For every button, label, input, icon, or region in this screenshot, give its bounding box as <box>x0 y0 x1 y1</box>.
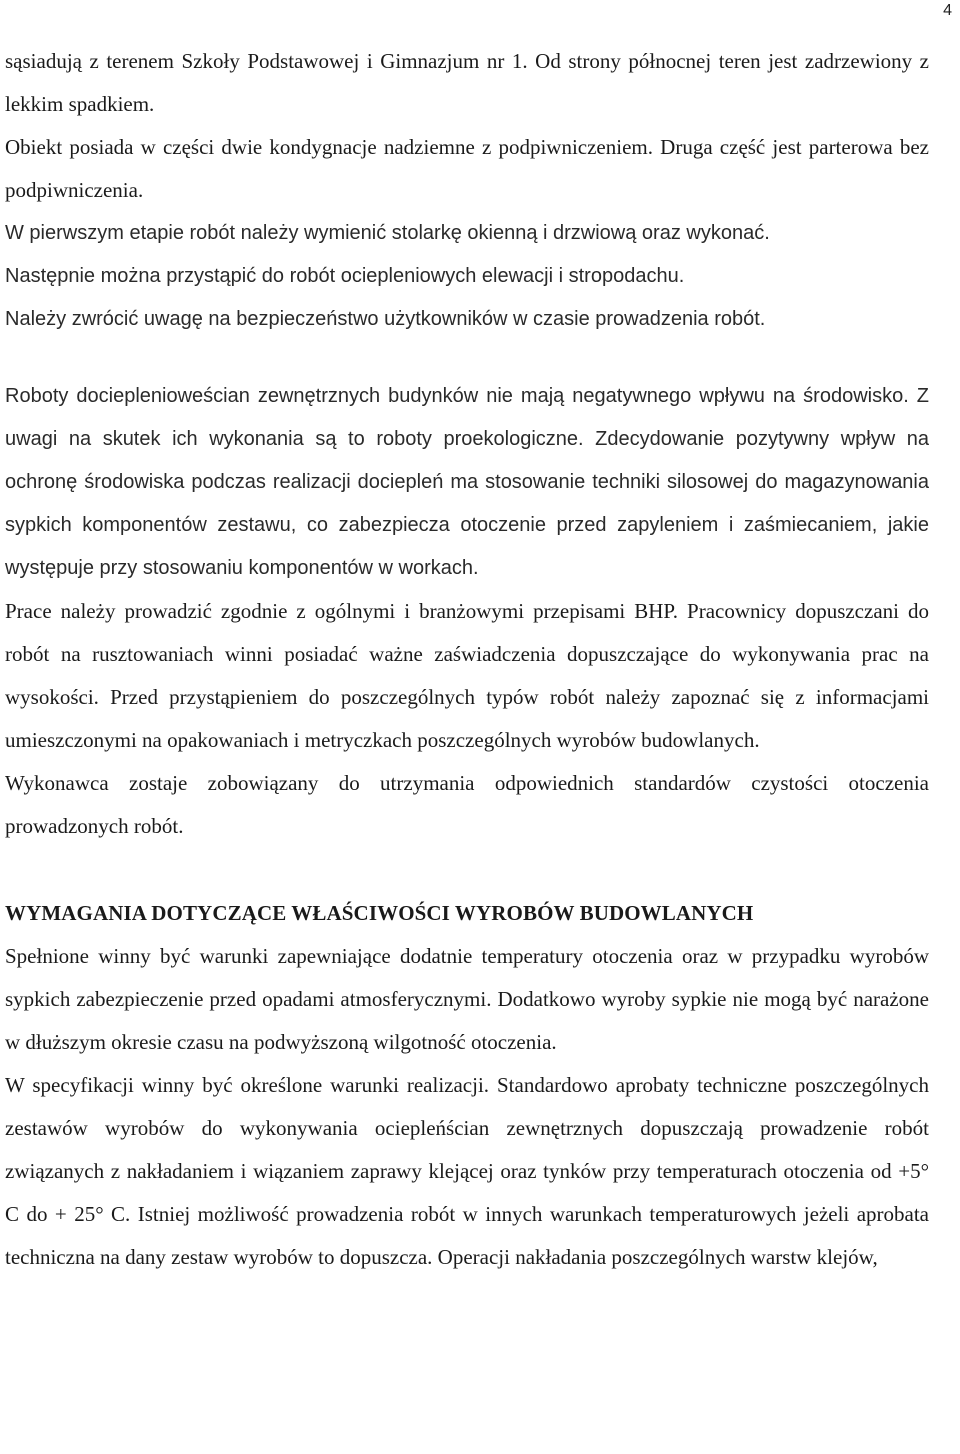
section-heading: WYMAGANIA DOTYCZĄCE WŁAŚCIWOŚCI WYROBÓW BUDOWLANYCH <box>5 901 754 925</box>
paragraph-environmental-impact: Roboty docieplenioweścian zewnętrznych budynków nie mają negatywnego wpływu na środowisko. Z uwagi na skutek ich wykonania są to roboty proekologiczne. Zdecydowanie pozytywny wpływ na ochronę środowiska podczas realizacji dociepleń ma stosowanie techniki silosowej do magazynowania sypkich komponentów zestawu, co zabezpiecza otoczenie przed zapyleniem i zaśmiecaniem, jakie występuje przy stosowaniu komponentów w workach. <box>5 385 929 579</box>
paragraph-first-stage: W pierwszym etapie robót należy wymienić stolarkę okienną i drzwiową oraz wykonać. <box>5 222 770 244</box>
section-spacer <box>5 848 929 892</box>
document-body <box>5 40 929 1279</box>
paragraph-insulation-works: Następnie można przystąpić do robót ociepleniowych elewacji i stropodachu. <box>5 265 685 287</box>
paragraph-spacer <box>5 341 929 375</box>
paragraph-user-safety: Należy zwrócić uwagę na bezpieczeństwo użytkowników w czasie prowadzenia robót. <box>5 308 766 330</box>
paragraph-execution-conditions: W specyfikacji winny być określone warunki realizacji. Standardowo aprobaty techniczne poszczególnych zestawów wyrobów do wykonywania ociepleńścian zewnętrznych dopuszczają prowadzenie robót związanych z nakładaniem i wiązaniem zaprawy klejącej oraz tynków przy temperaturach otoczenia od +5° C do + 25° C. Istniej możliwość prowadzenia robót w innych warunkach temperaturowych jeżeli aprobata techniczna na dany zestaw wyrobów to dopuszcza. Operacji nakładania poszczególnych warstw klejów, <box>5 1073 929 1269</box>
paragraph-contractor-cleanliness: Wykonawca zostaje zobowiązany do utrzymania odpowiednich standardów czystości otoczenia prowadzonych robót. <box>5 771 929 838</box>
paragraph-building-levels: Obiekt posiada w części dwie kondygnacje nadziemne z podpiwniczeniem. Druga część jest parterowa bez podpiwniczenia. <box>5 135 929 202</box>
paragraph-storage-conditions: Spełnione winny być warunki zapewniające dodatnie temperatury otoczenia oraz w przypadku wyrobów sypkich zabezpieczenie przed opadami atmosferycznymi. Dodatkowo wyroby sypkie nie mogą być narażone w dłuższym okresie czasu na podwyższoną wilgotność otoczenia. <box>5 944 929 1054</box>
page-number: 4 <box>943 2 952 19</box>
paragraph-health-safety: Prace należy prowadzić zgodnie z ogólnymi i branżowymi przepisami BHP. Pracownicy dopuszczani do robót na rusztowaniach winni posiadać ważne zaświadczenia dopuszczające do wykonywania prac na wysokości. Przed przystąpieniem do poszczególnych typów robót należy zapoznać się z informacjami umieszczonymi na opakowaniach i metryczkach poszczególnych wyrobów budowlanych. <box>5 599 929 752</box>
paragraph-site-surroundings: sąsiadują z terenem Szkoły Podstawowej i Gimnazjum nr 1. Od strony północnej teren jest zadrzewiony z lekkim spadkiem. <box>5 49 929 116</box>
